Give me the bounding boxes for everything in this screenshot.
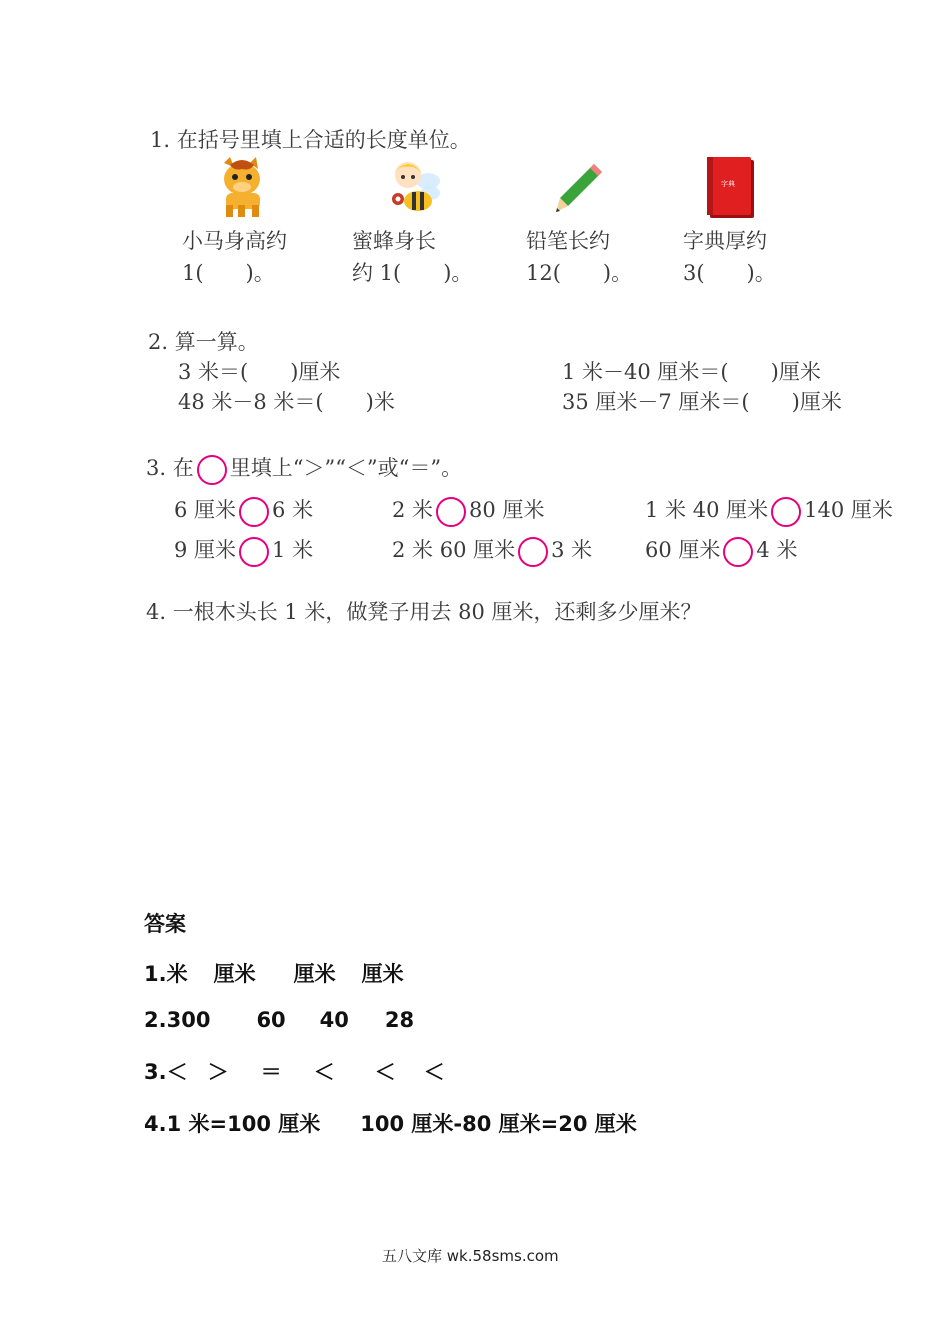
answer-2-val: 40 — [319, 1008, 349, 1032]
answer-3-val: ＝ — [260, 1060, 282, 1084]
q3-item-2-right: 80 厘米 — [469, 498, 545, 522]
answer-3-val: ＜ — [166, 1060, 188, 1084]
q3-item-6 — [645, 534, 797, 567]
q3-item-5-left: 2 米 60 厘米 — [392, 538, 516, 562]
answer-circle[interactable] — [239, 537, 269, 567]
q3-title — [146, 452, 462, 485]
q2-item-3: 48 米－8 米＝( )米 — [178, 390, 395, 414]
q3-item-6-right: 4 米 — [756, 538, 798, 562]
q1-item-1-line2: 1( )。 — [182, 261, 275, 285]
dictionary-cover-label: 字典 — [721, 180, 735, 188]
answer-2-num: 2. — [144, 1008, 167, 1032]
q2-title: 2. 算一算。 — [148, 330, 259, 354]
q1-title: 1. 在括号里填上合适的长度单位。 — [150, 128, 471, 152]
answer-circle[interactable] — [723, 537, 753, 567]
answer-circle[interactable] — [771, 497, 801, 527]
q3-item-2 — [392, 494, 544, 527]
answer-3-val: ＞ — [207, 1060, 229, 1084]
answer-4-val: 1 米=100 厘米 — [166, 1112, 321, 1136]
answer-1-val: 厘米 — [213, 962, 256, 986]
answer-circle[interactable] — [239, 497, 269, 527]
q3-item-2-left: 2 米 — [392, 498, 434, 522]
answers-heading: 答案 — [144, 911, 186, 936]
answer-2-val: 28 — [384, 1008, 415, 1032]
answer-1 — [144, 958, 404, 988]
answer-2-val: 300 — [166, 1008, 211, 1032]
q3-item-3-left: 1 米 40 厘米 — [645, 498, 769, 522]
answer-4-num: 4. — [144, 1112, 167, 1136]
q3-item-6-left: 60 厘米 — [645, 538, 721, 562]
answer-circle[interactable] — [518, 537, 548, 567]
q4-title: 4. 一根木头长 1 米，做凳子用去 80 厘米，还剩多少厘米？ — [146, 600, 702, 624]
answer-circle-sample — [197, 455, 227, 485]
answer-3 — [144, 1056, 445, 1086]
answer-3-val: ＜ — [423, 1060, 445, 1084]
q3-item-1-left: 6 厘米 — [174, 498, 237, 522]
q3-item-4 — [174, 534, 313, 567]
answer-3-num: 3. — [144, 1060, 167, 1084]
footer-watermark: 五八文库 wk.58sms.com — [382, 1247, 559, 1265]
answer-1-val: 米 — [166, 962, 188, 986]
q1-item-2-line1: 蜜蜂身长 — [352, 229, 436, 253]
dictionary-icon — [707, 157, 751, 215]
q3-item-3 — [645, 494, 893, 527]
q1-item-1-line1: 小马身高约 — [182, 229, 287, 253]
q3-item-5 — [392, 534, 592, 567]
bee-icon — [384, 155, 444, 219]
q1-item-4-line2: 3( )。 — [683, 261, 776, 285]
answer-4 — [144, 1108, 637, 1138]
pencil-icon — [554, 162, 604, 214]
q1-item-3-line1: 铅笔长约 — [526, 229, 610, 253]
q2-item-2: 1 米－40 厘米＝( )厘米 — [562, 360, 821, 384]
q3-item-3-right: 140 厘米 — [804, 498, 893, 522]
q3-item-4-left: 9 厘米 — [174, 538, 237, 562]
q3-item-1-right: 6 米 — [272, 498, 314, 522]
answer-4-val: 100 厘米-80 厘米=20 厘米 — [360, 1112, 637, 1136]
answer-1-val: 厘米 — [293, 962, 336, 986]
q3-item-1 — [174, 494, 313, 527]
q1-item-3-line2: 12( )。 — [526, 261, 633, 285]
answer-2 — [144, 1008, 414, 1032]
answer-2-val: 60 — [256, 1008, 286, 1032]
q2-item-1: 3 米＝( )厘米 — [178, 360, 341, 384]
q1-item-4-line1: 字典厚约 — [683, 229, 767, 253]
pony-icon — [214, 155, 270, 219]
q3-item-4-right: 1 米 — [272, 538, 314, 562]
q3-title-prefix: 3. 在 — [146, 456, 194, 480]
answer-1-num: 1. — [144, 962, 167, 986]
q1-item-2-line2: 约 1( )。 — [352, 261, 473, 285]
answer-circle[interactable] — [436, 497, 466, 527]
answer-3-val: ＜ — [374, 1060, 396, 1084]
q3-title-suffix: 里填上“＞”“＜”或“＝”。 — [229, 456, 463, 480]
q3-item-5-right: 3 米 — [551, 538, 593, 562]
q2-item-4: 35 厘米－7 厘米＝( )厘米 — [562, 390, 842, 414]
answer-1-val: 厘米 — [361, 962, 404, 986]
answer-3-val: ＜ — [313, 1060, 335, 1084]
